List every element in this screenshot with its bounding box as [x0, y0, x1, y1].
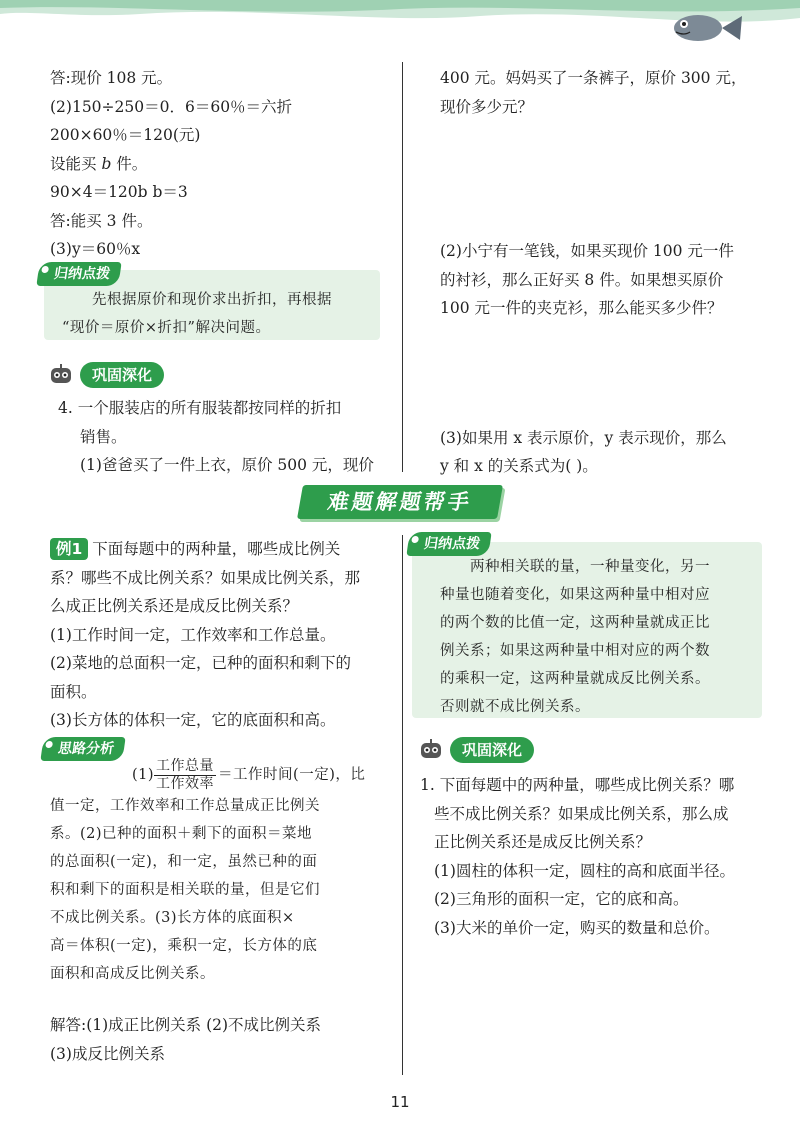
summary-tag-1: [38, 262, 120, 286]
solution: [50, 1011, 395, 1068]
question-line: (1)爸爸买了一件上衣，原价 500 元，现价: [80, 456, 374, 474]
summary-line: 的乘积一定，这两种量就成反比例关系。: [440, 671, 710, 687]
summary-line: 否则就不成比例关系。: [440, 699, 590, 715]
solution-line: (3)成反比例关系: [50, 1044, 165, 1063]
answer-space: [440, 121, 770, 237]
summary-line: 两种相关联的量，一种量变化，另一: [470, 559, 710, 575]
assume-text: 设能买: [50, 154, 102, 173]
summary-line: 种量也随着变化，如果这两种量中相对应: [440, 587, 710, 603]
variable-b: b: [101, 154, 112, 173]
question-line: 的衬衫，那么正好买 8 件。如果想买原价: [440, 270, 724, 289]
analysis-line: 不成比例关系。(3)长方体的底面积×: [50, 910, 295, 926]
question-line: 4. 一个服装店的所有服装都按同样的折扣: [58, 399, 342, 417]
calc-line: 200×60％＝120(元): [50, 126, 201, 144]
solution-line: 解答:(1)成正比例关系 (2)不成比例关系: [50, 1016, 322, 1034]
question-line: 些不成比例关系？如果成比例关系，那么成: [434, 804, 729, 823]
example-1: [50, 535, 395, 735]
header-decoration: [0, 0, 800, 58]
question-line: 正比例关系还是成反比例关系？: [434, 833, 652, 851]
left-top-column: [50, 64, 390, 264]
example-line: (1)工作时间一定，工作效率和工作总量。: [50, 625, 336, 644]
summary-text-1: [62, 286, 392, 342]
analysis-line: 值一定，工作效率和工作总量成正比例关: [50, 798, 320, 814]
fraction-denominator: 工作效率: [156, 775, 215, 792]
example-label: 例1: [50, 538, 88, 560]
example-line: (3)长方体的体积一定，它的底面积和高。: [50, 711, 336, 729]
example-line: 面积。: [50, 682, 97, 701]
fraction-line: [50, 758, 395, 792]
question-line: 400 元。妈妈买了一条裤子，原价 300 元，: [440, 69, 747, 87]
assume-line: [50, 150, 390, 179]
consolidate-header-2: [418, 737, 534, 763]
right-top-column: [440, 64, 770, 481]
question-line: (3)如果用 x 表示原价，y 表示现价，那么: [440, 428, 727, 447]
summary-text-2: [440, 553, 760, 721]
question-line: (2)小宁有一笔钱，如果买现价 100 元一件: [440, 242, 734, 260]
example-line: (2)菜地的总面积一定，已种的面积和剩下的: [50, 654, 351, 672]
analysis-line: 的总面积(一定)，和一定，虽然已种的面: [50, 854, 318, 870]
fraction-numerator: 工作总量: [156, 757, 215, 774]
question-line: (1)圆柱的体积一定，圆柱的高和底面半径。: [434, 861, 735, 880]
question-4: [58, 394, 398, 480]
question-line: 1. 下面每题中的两种量，哪些成比例关系？哪: [420, 776, 735, 794]
consolidate-title: 巩固深化: [80, 362, 164, 388]
answer-line: 答:能买 3 件。: [50, 211, 153, 230]
summary-tag-label: 归纳点拨: [406, 532, 491, 556]
example-line: 系？哪些不成比例关系？如果成比例关系，那: [50, 568, 361, 587]
question-line: 现价多少元？: [440, 97, 534, 116]
column-divider-bottom: [402, 535, 403, 1075]
section-banner: 难题解题帮手: [297, 485, 503, 519]
summary-line: 的两个数的比值一定，这两种量就成正比: [440, 615, 710, 631]
fraction-suffix: ＝工作时间(一定)，比: [218, 767, 366, 783]
question-line: 100 元一件的夹克衫，那么能买多少件？: [440, 299, 723, 317]
consolidate-title: 巩固深化: [450, 737, 534, 763]
analysis-line: 系。(2)已种的面积＋剩下的面积＝菜地: [50, 826, 313, 842]
summary-tag-label: 归纳点拨: [36, 262, 121, 286]
question-line: (3)大米的单价一定，购买的数量和总价。: [434, 918, 720, 937]
question-line: (2)三角形的面积一定，它的底和高。: [434, 890, 689, 908]
analysis-tag-label: 思路分析: [40, 737, 125, 761]
analysis-line: 高＝体积(一定)，乘积一定，长方体的底: [50, 938, 318, 954]
equation-line: 90×4＝120b b＝3: [50, 183, 188, 201]
summary-line: 例关系；如果这两种量中相对应的两个数: [440, 643, 710, 659]
question-line: y 和 x 的关系式为( )。: [440, 457, 598, 475]
analysis-line: 面积和高成反比例关系。: [50, 966, 215, 982]
question-line: 销售。: [80, 427, 127, 446]
column-divider-top: [402, 62, 403, 472]
assume-text-end: 件。: [111, 154, 148, 173]
summary-line: 先根据原价和现价求出折扣，再根据: [92, 292, 332, 308]
consolidate-header-1: [48, 362, 164, 388]
example-line: 么成正比例关系还是成反比例关系？: [50, 597, 299, 615]
analysis-line: 积和剩下的面积是相关联的量，但是它们: [50, 882, 320, 898]
summary-line: “现价＝原价×折扣”解决问题。: [62, 320, 271, 336]
calc-line: (2)150÷250＝0．6＝60％＝六折: [50, 97, 293, 116]
fraction-prefix: (1): [132, 767, 155, 783]
relation-line: (3)y＝60％x: [50, 240, 141, 258]
answer-space: [440, 323, 770, 424]
analysis-text: [50, 758, 395, 988]
fraction: [154, 758, 216, 793]
robot-icon: [48, 363, 74, 387]
question-1: [420, 771, 780, 942]
example-line: 下面每题中的两种量，哪些成比例关: [92, 540, 341, 558]
robot-icon: [418, 738, 444, 762]
page-number: 11: [390, 1093, 410, 1111]
answer-line: 答:现价 108 元。: [50, 69, 173, 87]
